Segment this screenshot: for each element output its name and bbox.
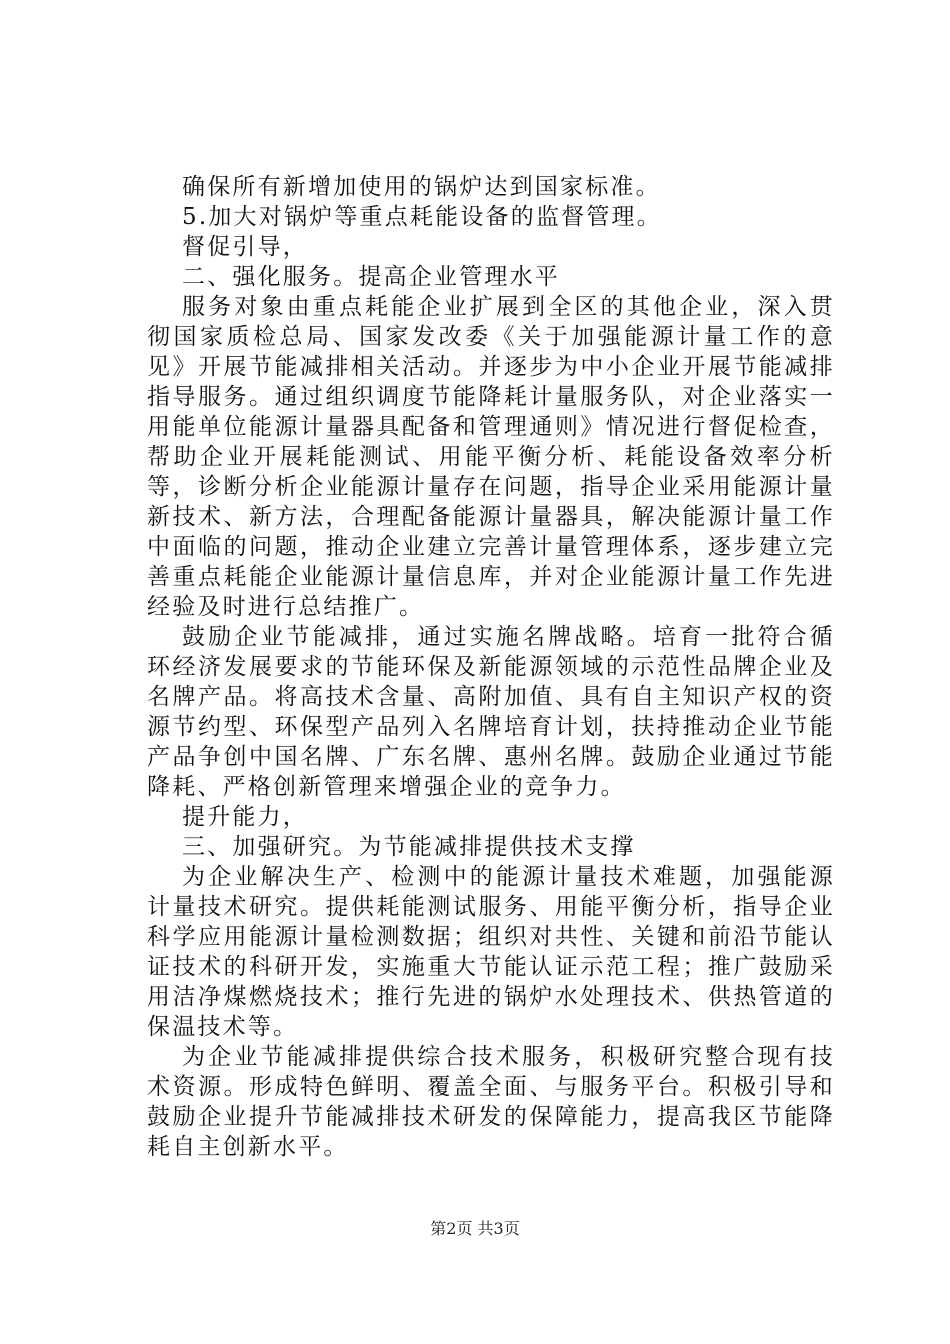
- paragraph-supervise-guide: 督促引导，: [182, 234, 308, 260]
- paragraph-tech-research: 为企业解决生产、检测中的能源计量技术难题，加强能源计量技术研究。提供耗能测试服务、用能平衡分析，指导企业科学应用能源计量检测数据；组织对共性、关键和前沿节能认证技术的科研开发，实施重大节能认证示范工程；推广鼓励采用洁净煤燃烧技术；推行先进的锅炉水处理技术、供热管道的保温技术等。: [147, 864, 835, 1040]
- page-number-footer: 第2页 共3页: [430, 1219, 520, 1238]
- paragraph-improve-ability: 提升能力，: [182, 804, 308, 830]
- paragraph-service-scope: 服务对象由重点耗能企业扩展到全区的其他企业，深入贯彻国家质检总局、国家发改委《关于加强能源计量工作的意见》开展节能减排相关活动。并逐步为中小企业开展节能减排指导服务。通过组织调度节能降耗计量服务队，对企业落实一用能单位能源计量器具配备和管理通则》情况进行督促检查，帮助企业开展耗能测试、用能平衡分析、耗能设备效率分析等，诊断分析企业能源计量存在问题，指导企业采用能源计量新技术、新方法，合理配备能源计量器具，解决能源计量工作中面临的问题，推动企业建立完善计量管理体系，逐步建立完善重点耗能企业能源计量信息库，并对企业能源计量工作先进经验及时进行总结推广。: [147, 294, 835, 620]
- paragraph-boiler-standard: 确保所有新增加使用的锅炉达到国家标准。: [182, 174, 661, 200]
- document-body: [147, 172, 835, 1162]
- paragraph-brand-strategy: 鼓励企业节能减排，通过实施名牌战略。培育一批符合循环经济发展要求的节能环保及新能源领域的示范性品牌企业及名牌产品。将高技术含量、高附加值、具有自主知识产权的资源节约型、环保型产品列入名牌培育计划，扶持推动企业节能产品争创中国名牌、广东名牌、惠州名牌。鼓励企业通过节能降耗、严格创新管理来增强企业的竞争力。: [147, 624, 835, 800]
- paragraph-item-5: 5.加大对锅炉等重点耗能设备的监督管理。: [182, 204, 662, 230]
- section-heading-3: 三、加强研究。为节能减排提供技术支撑: [182, 834, 636, 860]
- paragraph-tech-service: 为企业节能减排提供综合技术服务，积极研究整合现有技术资源。形成特色鲜明、覆盖全面、与服务平台。积极引导和鼓励企业提升节能减排技术研发的保障能力，提高我区节能降耗自主创新水平。: [147, 1044, 835, 1160]
- section-heading-2: 二、强化服务。提高企业管理水平: [182, 264, 560, 290]
